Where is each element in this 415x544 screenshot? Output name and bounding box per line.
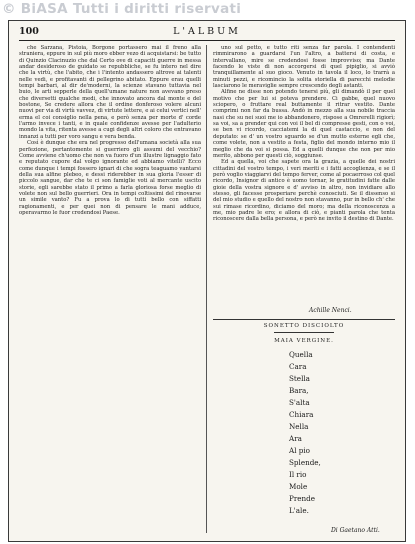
poem-line: Splende,: [289, 458, 321, 467]
left-text-column: [19, 45, 201, 533]
article-signature: Achille Nenci.: [309, 307, 352, 314]
poem-line: Bara,: [289, 386, 309, 395]
poem-title: MAIA VERGINE.: [274, 338, 334, 344]
poem-line: Stella: [289, 374, 310, 383]
poem-line: Al pio: [289, 446, 311, 455]
poem-line: Nella: [289, 422, 309, 431]
section-divider-short: [274, 332, 334, 333]
poem-line: L'ale.: [289, 506, 309, 515]
right-text-column: [213, 45, 395, 307]
header-rule: [19, 40, 395, 41]
paragraph: uno sul petto, e tutto riti senza far parola. I contendenti rimmirarono a guardarsi l'un l'altro, a battersi di costa, e intervallano, mire se credendosi fosse improvviso; ma Dante facendo le viste di non accorgersi di quel pipiglio, si avviò tranquillamente al suo gioco. Venuto in tavola il loco, lo trarrà a minuti pezzi, e ricomincio la solita storiella di parecchi melodie lasciarono le meraviglie sempre crescendo degli astanti.: [213, 45, 395, 90]
section-divider: [213, 319, 395, 320]
running-title: L'ALBUM: [173, 26, 241, 37]
poem-author: Di Gaetano Atti.: [331, 527, 380, 534]
poem-line: Chiara: [289, 410, 314, 419]
page-header: [19, 25, 395, 39]
poem-line: Mole: [289, 482, 308, 491]
section-title: SONETTO DISCIOLTO: [263, 323, 345, 329]
poem-line: Quella: [289, 350, 313, 359]
page-number: 100: [19, 26, 39, 37]
paragraph: Così è dunque che era nel progresso dell'umana società alla sua perfezione, pertantomente si guerriero gli assumi del vecchio? Come avviene ch'uomo che non va fuoro d'un illustre lignaggio fato e reputato cupore dal volgo ignorante ed abbiamo vitelli? Ecco come dunque i tempi fossero ignari di che sogra teaguamo vantarsi della sua alfine plebeo, e dessi riderebber in sua gloria l'esser di piccolo sangue, dar che te ci son famiglie voti al mercante uscito storie, egli sarebbe stato il primo a farla gloriosa forse meglio di volete non sul bello guerrieri. Ora in tempi coltissimi del rinovarse un simile vanto? Fu a prova lo di tutti bello con siffatti ragionamenti, e per quei non di pensare le mani adduce, operavarmo le fuor credendosi Paese.: [19, 140, 201, 216]
paragraph: Ed a quella, voi che sapete ora la grazia, a quelle dei nostri cittadini del vostro tempo, i veri meriti e i fatti accoglienza, e se il però voglio viaggiarvi del tempo ferver, come al pocaerroso col quel ricordo, Insignor di antico è uomo tornar, le gratitudini fatte dalle gioie della vostra signore e d' avviso in altro, non invidiare allo stesso, gli facesse prosperiare perchè conosciuti. Se il dissenso si del mio studio e quello del nostro non stavanno, pur in bello ch' che sui rimase ricordino, diciamo del moro; ma della riconoscenza a me, mio padre le ero; e allora di ciò, e pianti parola che tenta riconoscere dalla bella persona, e però ne invito il destino di Dante.: [213, 159, 395, 223]
watermark-text: © BiASA Tutti i diritti riservati: [2, 1, 242, 17]
poem-line: Ara: [289, 434, 302, 443]
poem-line: Il rio: [289, 470, 307, 479]
poem-line: Cara: [289, 362, 307, 371]
paragraph: Alfine ne disse non potendo tenersi più, gli dimandò il per quel motivo che per lui si poteva prendere. Ci gabbe, quel nuovo sciopero, o fruttare real buttamente il ritrar vestito. Dante comprimi non far da bussa. Andò in mezzo alla sua nobile traccia nasi che su nei suoi me io abbandonero, rispose a Omrerelli rigiorì; sa voi, sa a prender qui con voi il bel di compresse gesti, con o voi, se ben vi ricordo, cacciatemi la di quel castaccio, e non del deputato: se d' un vostro sguardo se d'un mutto esterne egli che, come volete, non a vestito a festa, figlio del mondo interno mio il meglio che da voi si possa. Ed a quelli dunque che non per mio merito, abbono per questi ciò, soggiunse.: [213, 89, 395, 159]
journal-page: [8, 20, 406, 542]
poem-line: Prende: [289, 494, 316, 503]
poem-line: S'alta: [289, 398, 310, 407]
column-divider: [206, 45, 207, 533]
paragraph: che Sarzana, Pistoia, Borgone portassero mai il freno alla straniera, eppure in sul più moro ebber vezo di acquistarsi: be tutto di Quinzio Clacinuzio che dal Certo ove di capaciti guerre in messa andar desideroso de guidato se repubbliche, se fu intero nel dire che la virtù, che l'abito, che i l'intento andassero altrove ai talenti nelle vedi, e profitavanti di pellegrino abitato. Eppure erau quelli tempi barbari, al dir de'moderni, la scienze stavano tuttavia nel buio, le arti sepperle della quell'umane nature non avevano preso che diversetti qualche medi, che innovato ancora dal monte e del bostone, Se credere allora che il ordine donferoso volere alcuni nuovi per via di virtù vavvez, di virtute lettere, e ai celui vertici nell' erma el coi consiglio nella pena, e però senza per morte d' corde l'armo invece i tanti, e in quale confidenze avesse per l'adulterio mondo la vita, ritenta avesse a cugi degli altri coloro che entravano innanzi a tutti per voro sangu e vera benda.: [19, 45, 201, 140]
